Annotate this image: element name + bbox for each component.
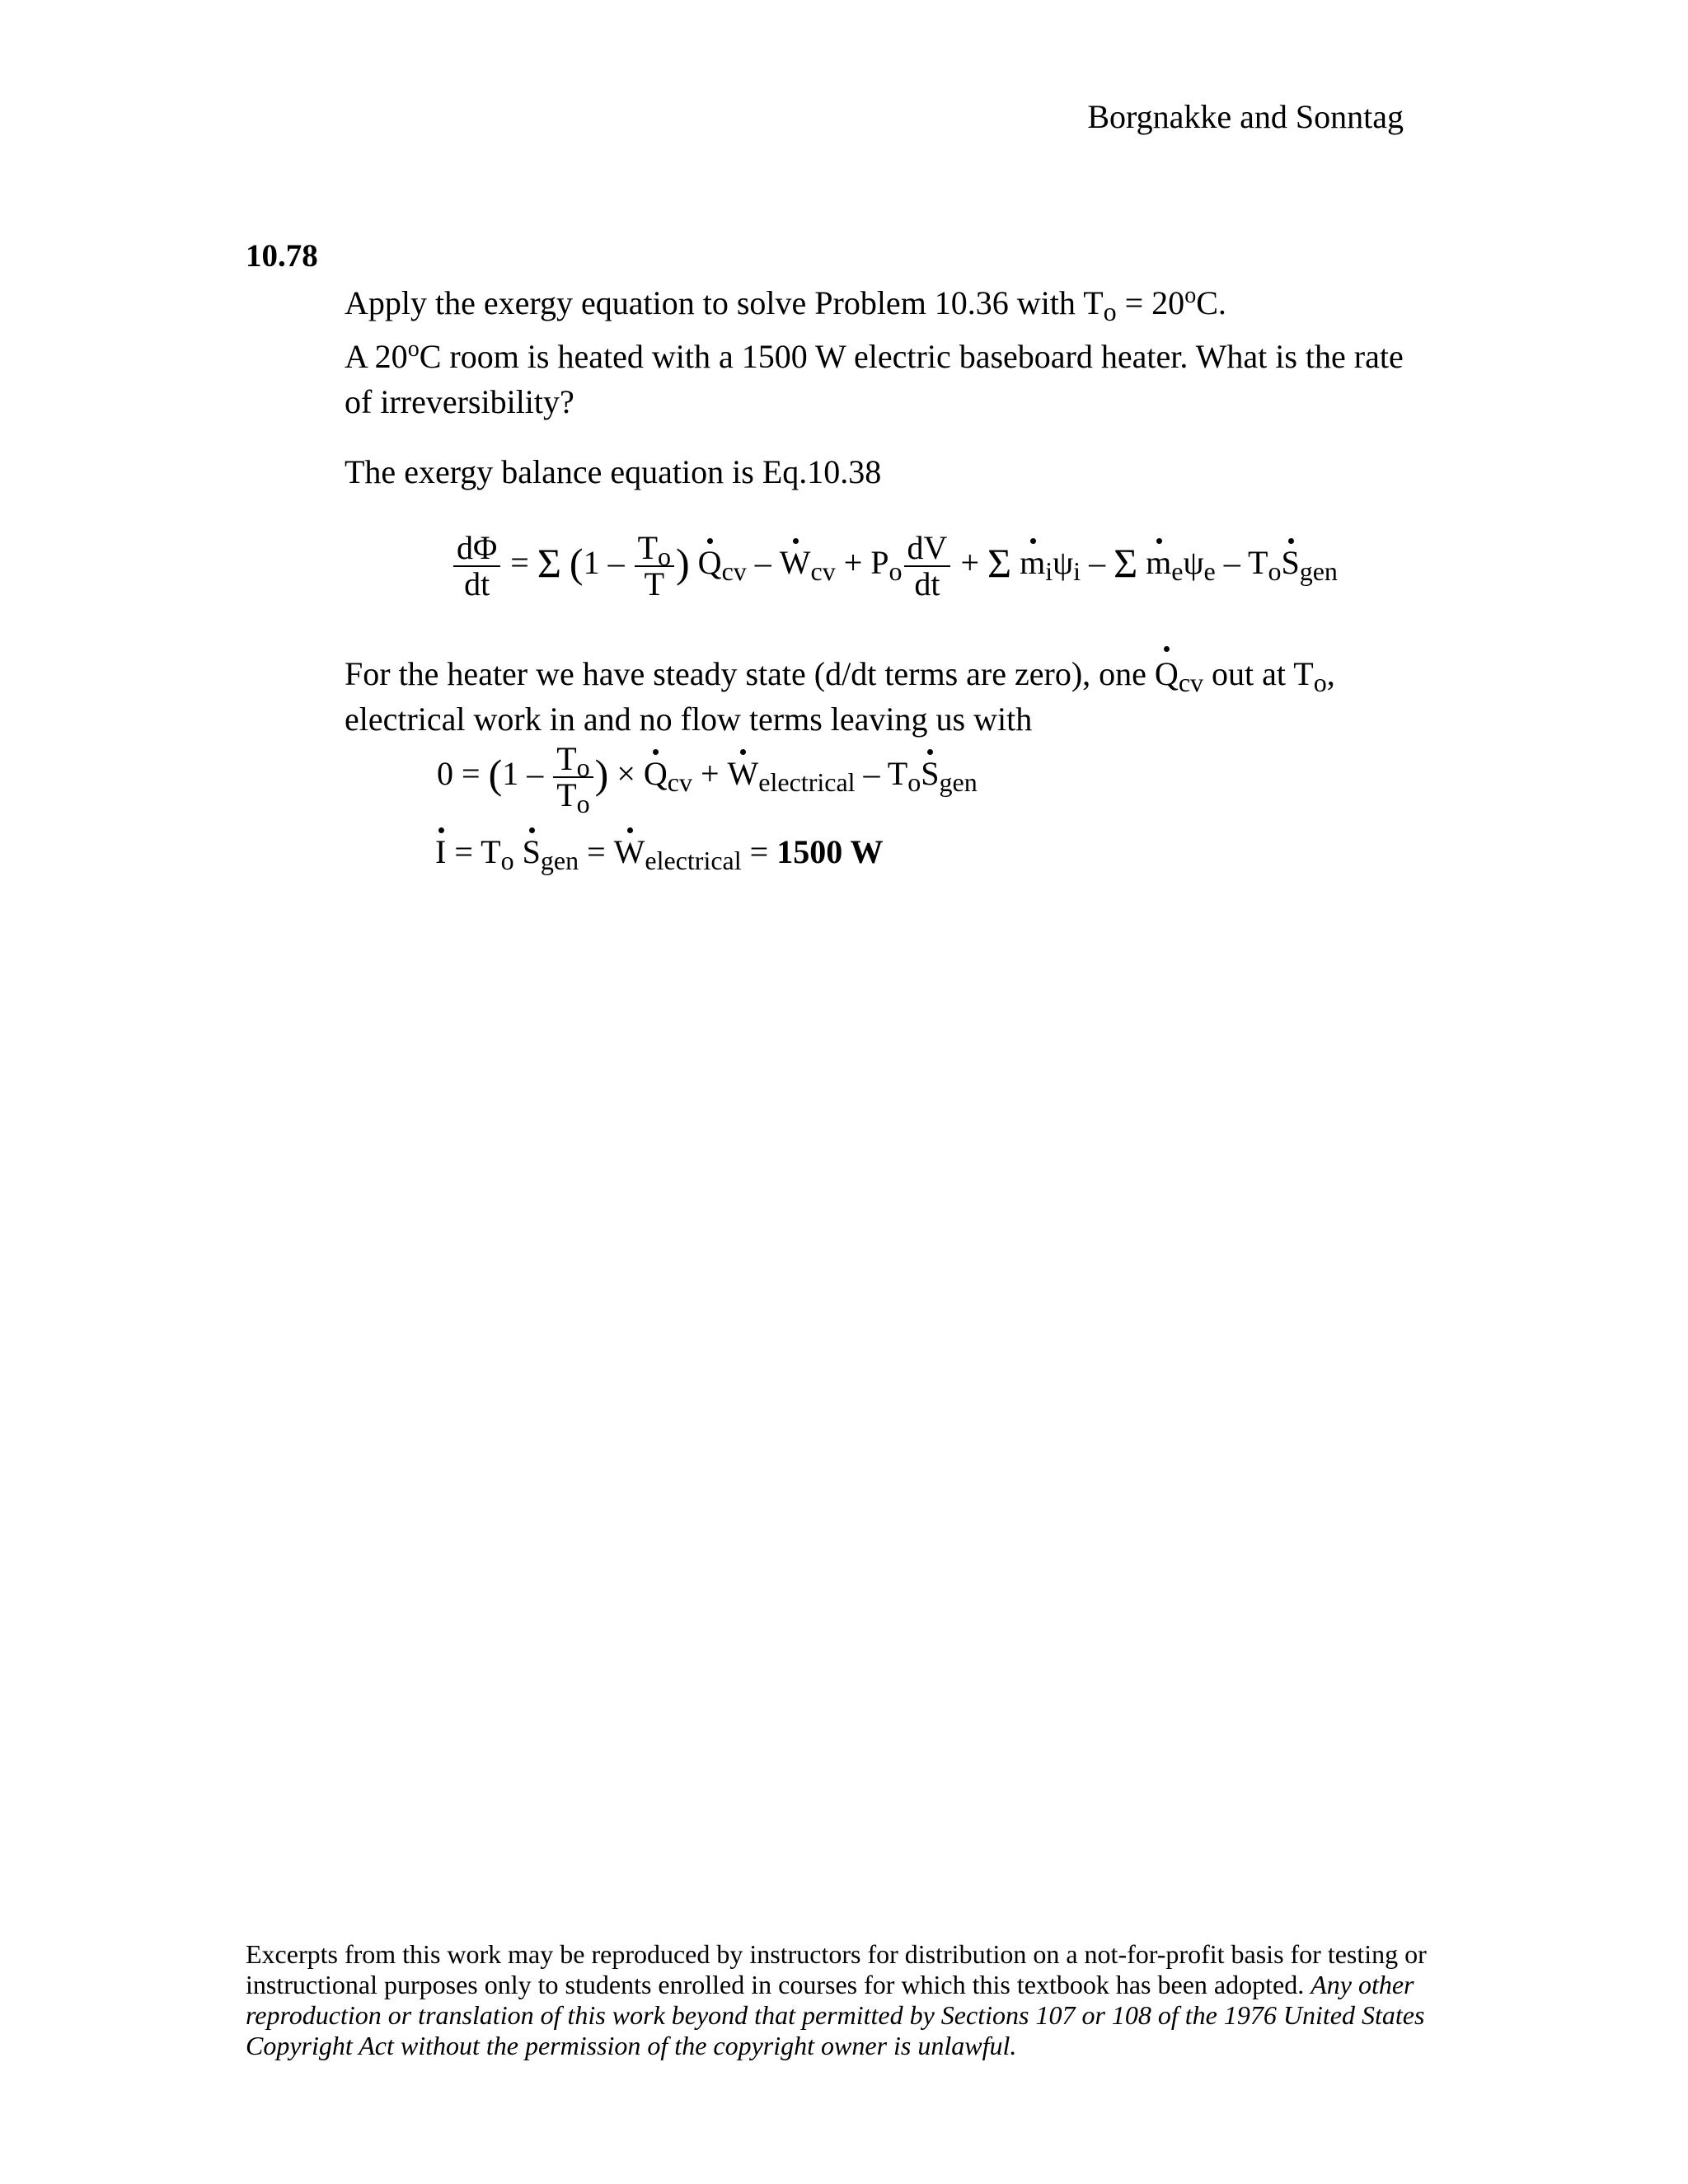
- page-header-authors: Borgnakke and Sonntag: [1087, 98, 1404, 135]
- balance-intro: The exergy balance equation is Eq.10.38: [345, 453, 882, 490]
- problem-statement-line-1: Apply the exergy equation to solve Problem 10.36 with $T_o = 20^oC$.: [345, 283, 1226, 326]
- copyright-footer: Excerpts from this work may be reproduced by instructors for distribution on a not-for-profit basis for testing or instructional purposes only to students enrolled in courses for which this textbook has been adopted. Any other reproduction or translation of this work beyond that permitted by Sections 107 or 108 of the 1976 United States Copyright Act without the permission of the copyright owner is unlawful.: [246, 1939, 1427, 2060]
- problem-statement-body: A 20$^o$C room is heated with a 1500 W electric baseboard heater. What is the rate of irreversibility?: [345, 336, 1404, 420]
- steady-state-equation: 0 = (1 – $\frac{T_o}{T_o}$ ) × $Q_{cv} + W_{electrical} - T_oS_{gen}$: [437, 740, 978, 818]
- result-value: 1500 W: [776, 833, 884, 870]
- problem-number: 10.78: [246, 238, 318, 274]
- exergy-balance-equation: $\frac{d\Phi}{dt}$ = Σ (1 – $\frac{T_o}{T}$ ) $Q_{cv} - W_{cv} + P_o$ $\frac{dV}{dt}$ + Σ $m_i\psi_i$ – Σ $m_e\psi_e - T_oS_{gen}$: [452, 531, 1338, 602]
- irreversibility-result: $I = T_o$ $S_{gen} = W_{electrical} = 1500$ W: [435, 833, 884, 875]
- heater-description: For the heater we have steady state (d/dt terms are zero), one $Q_{cv}$ out at $T_o$, electrical work in and no flow terms leaving us with: [345, 651, 1335, 742]
